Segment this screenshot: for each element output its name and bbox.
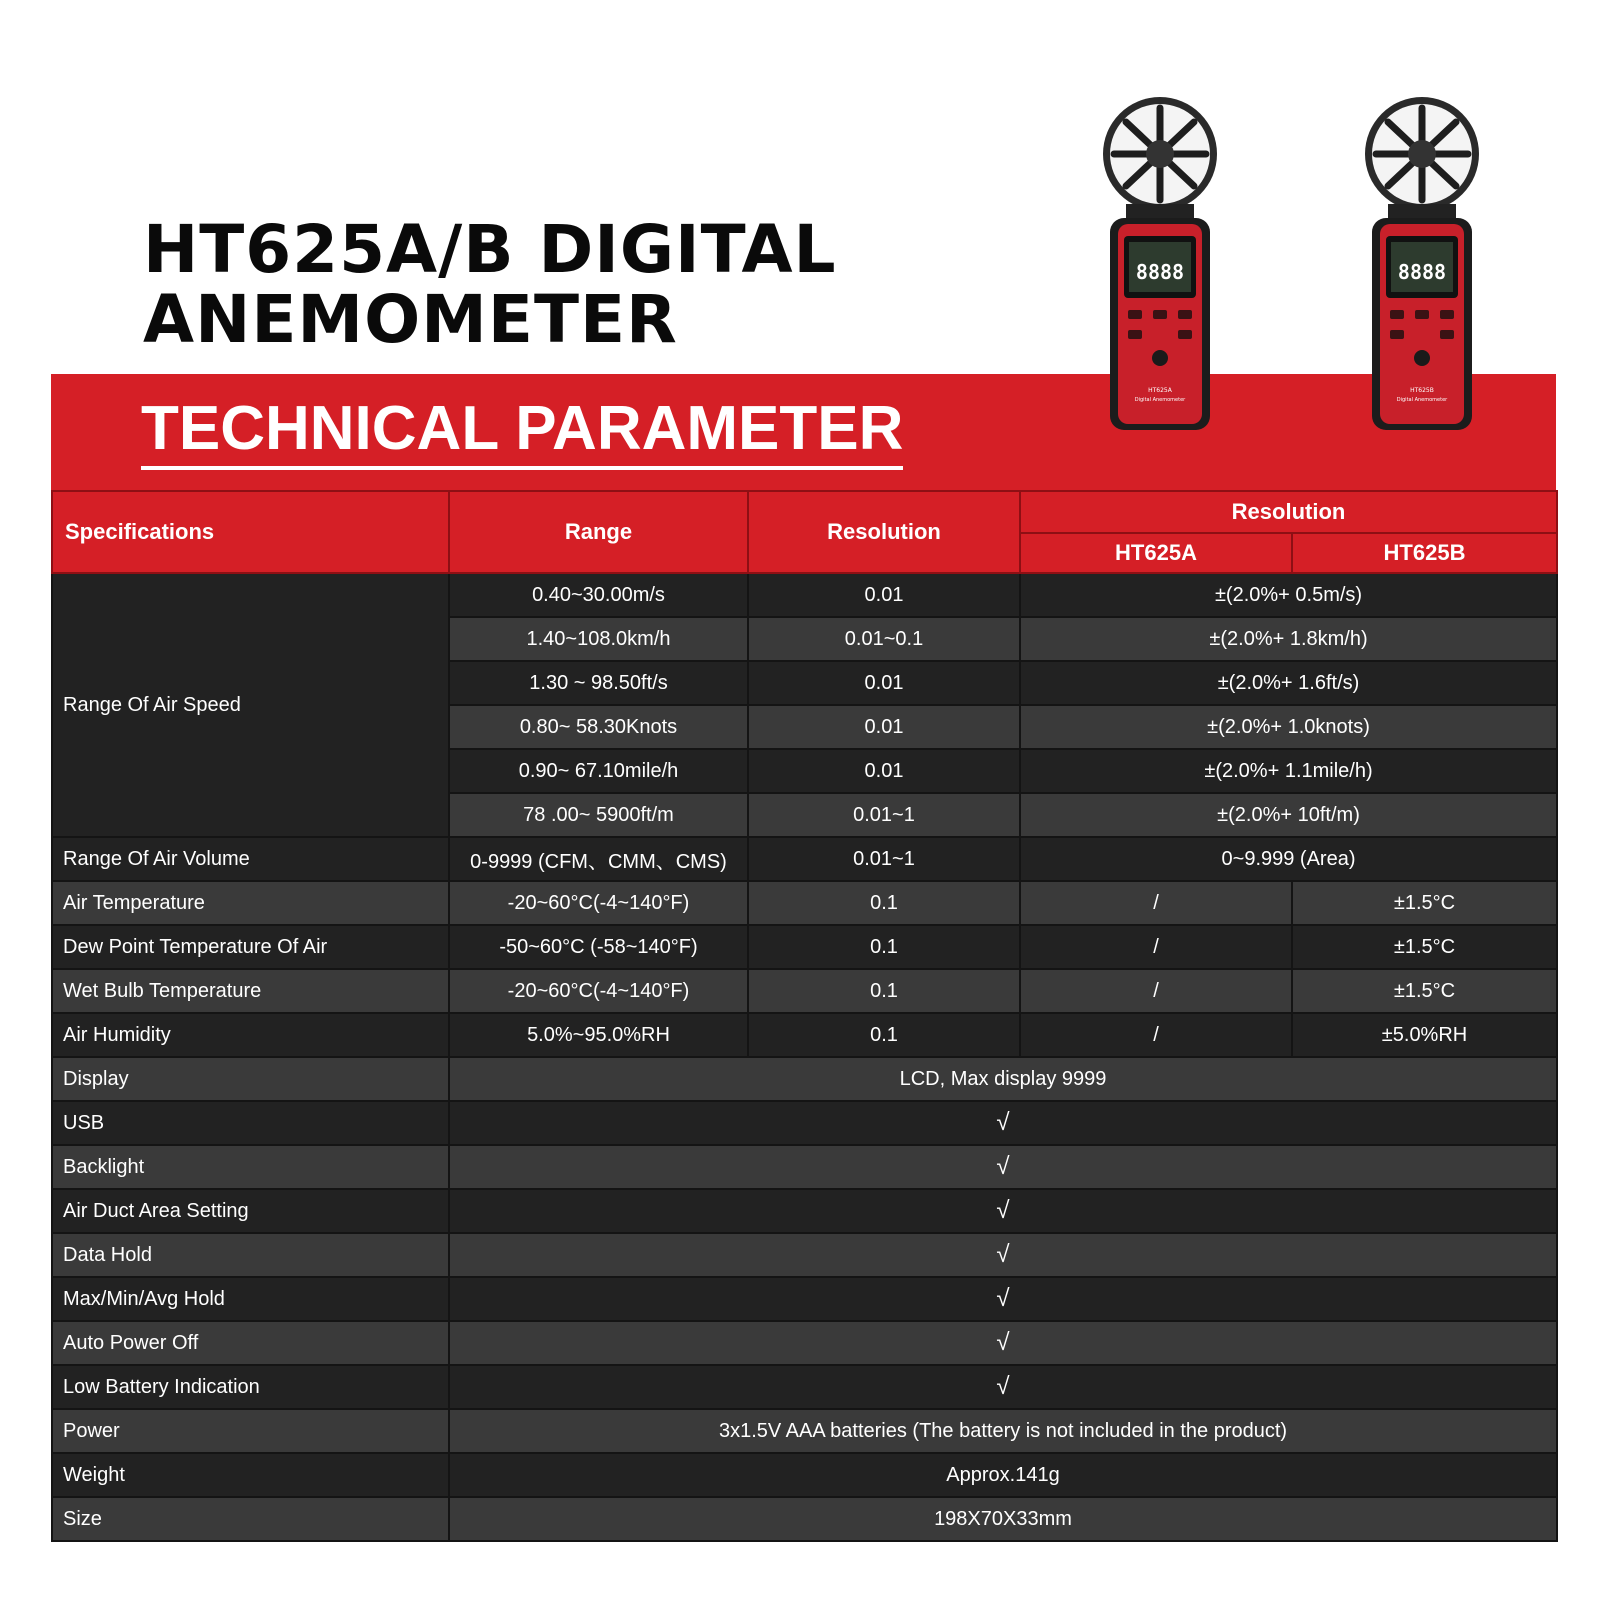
page-title <box>143 211 837 358</box>
feature-value: Approx.141g <box>449 1453 1557 1497</box>
header-ht625a: HT625A <box>1020 533 1292 573</box>
check-mark: √ <box>449 1101 1557 1145</box>
range-cell: 1.40~108.0km/h <box>449 617 748 661</box>
check-mark: √ <box>449 1145 1557 1189</box>
table-row <box>52 1453 1557 1497</box>
check-mark: √ <box>449 1277 1557 1321</box>
resolution-cell: 0.01~0.1 <box>748 617 1020 661</box>
range-cell: 5.0%~95.0%RH <box>449 1013 748 1057</box>
accuracy-cell: ±(2.0%+ 1.1mile/h) <box>1020 749 1557 793</box>
feature-value: 198X70X33mm <box>449 1497 1557 1541</box>
row-label: Range Of Air Volume <box>52 837 449 881</box>
fan-head <box>1103 97 1217 211</box>
row-label: Power <box>52 1409 449 1453</box>
row-label: Data Hold <box>52 1233 449 1277</box>
row-label: Display <box>52 1057 449 1101</box>
check-mark: √ <box>449 1189 1557 1233</box>
row-label: Air Temperature <box>52 881 449 925</box>
title-line-1: HT625A/B DIGITAL <box>143 211 837 288</box>
accuracy-cell: 0~9.999 (Area) <box>1020 837 1557 881</box>
table-row <box>52 573 1557 617</box>
range-cell: 0.40~30.00m/s <box>449 573 748 617</box>
title-line-2: ANEMOMETER <box>143 281 678 358</box>
table-header-row <box>52 491 1557 533</box>
table-row <box>52 1189 1557 1233</box>
device-a-model: HT625A <box>1148 387 1172 394</box>
check-mark: √ <box>449 1233 1557 1277</box>
accuracy-cell: ±(2.0%+ 1.0knots) <box>1020 705 1557 749</box>
row-label: Wet Bulb Temperature <box>52 969 449 1013</box>
range-cell: -20~60°C(-4~140°F) <box>449 881 748 925</box>
technical-parameter-banner <box>51 374 1556 490</box>
table-row <box>52 1101 1557 1145</box>
row-label: Low Battery Indication <box>52 1365 449 1409</box>
banner-title: TECHNICAL PARAMETER <box>141 394 903 470</box>
table-row <box>52 1233 1557 1277</box>
range-cell: 0-9999 (CFM、CMM、CMS) <box>449 837 748 881</box>
row-label: Weight <box>52 1453 449 1497</box>
row-label: Backlight <box>52 1145 449 1189</box>
table-row <box>52 837 1557 881</box>
ht625b-cell: ±1.5°C <box>1292 969 1557 1013</box>
resolution-cell: 0.01 <box>748 573 1020 617</box>
resolution-cell: 0.1 <box>748 925 1020 969</box>
ht625a-cell: / <box>1020 881 1292 925</box>
resolution-cell: 0.1 <box>748 881 1020 925</box>
accuracy-cell: ±(2.0%+ 10ft/m) <box>1020 793 1557 837</box>
table-row <box>52 1145 1557 1189</box>
accuracy-cell: ±(2.0%+ 1.8km/h) <box>1020 617 1557 661</box>
range-cell: 0.90~ 67.10mile/h <box>449 749 748 793</box>
row-label: USB <box>52 1101 449 1145</box>
header-specifications: Specifications <box>52 491 449 573</box>
anemometer-ht625b-image <box>1360 96 1485 432</box>
device-b-caption: Digital Anemometer <box>1396 397 1448 403</box>
fan-head <box>1365 97 1479 211</box>
table-row <box>52 969 1557 1013</box>
check-mark: √ <box>449 1321 1557 1365</box>
table-row <box>52 1013 1557 1057</box>
row-label: Range Of Air Speed <box>52 573 449 837</box>
range-cell: 78 .00~ 5900ft/m <box>449 793 748 837</box>
table-row <box>52 1497 1557 1541</box>
range-cell: -20~60°C(-4~140°F) <box>449 969 748 1013</box>
header-range: Range <box>449 491 748 573</box>
ht625b-cell: ±1.5°C <box>1292 925 1557 969</box>
table-row <box>52 1057 1557 1101</box>
ht625a-cell: / <box>1020 969 1292 1013</box>
header-resolution: Resolution <box>748 491 1020 573</box>
anemometer-ht625a-image <box>1098 96 1223 432</box>
accuracy-cell: ±(2.0%+ 1.6ft/s) <box>1020 661 1557 705</box>
resolution-cell: 0.1 <box>748 1013 1020 1057</box>
resolution-cell: 0.01 <box>748 705 1020 749</box>
resolution-cell: 0.01 <box>748 749 1020 793</box>
table-row <box>52 925 1557 969</box>
ht625b-cell: ±1.5°C <box>1292 881 1557 925</box>
resolution-cell: 0.01~1 <box>748 793 1020 837</box>
table-row <box>52 1409 1557 1453</box>
row-label: Max/Min/Avg Hold <box>52 1277 449 1321</box>
feature-value: 3x1.5V AAA batteries (The battery is not included in the product) <box>449 1409 1557 1453</box>
resolution-cell: 0.01 <box>748 661 1020 705</box>
range-cell: 0.80~ 58.30Knots <box>449 705 748 749</box>
table-row <box>52 1277 1557 1321</box>
ht625b-cell: ±5.0%RH <box>1292 1013 1557 1057</box>
resolution-cell: 0.01~1 <box>748 837 1020 881</box>
row-label: Dew Point Temperature Of Air <box>52 925 449 969</box>
table-row <box>52 1321 1557 1365</box>
device-b-model: HT625B <box>1410 387 1434 394</box>
ht625a-cell: / <box>1020 925 1292 969</box>
row-label: Air Duct Area Setting <box>52 1189 449 1233</box>
device-a-caption: Digital Anemometer <box>1134 397 1186 403</box>
lcd-digits: 8888 <box>1397 260 1447 284</box>
ht625a-cell: / <box>1020 1013 1292 1057</box>
check-mark: √ <box>449 1365 1557 1409</box>
feature-value: LCD, Max display 9999 <box>449 1057 1557 1101</box>
table-row <box>52 1365 1557 1409</box>
lcd-digits: 8888 <box>1135 260 1185 284</box>
range-cell: -50~60°C (-58~140°F) <box>449 925 748 969</box>
accuracy-cell: ±(2.0%+ 0.5m/s) <box>1020 573 1557 617</box>
row-label: Air Humidity <box>52 1013 449 1057</box>
row-label: Auto Power Off <box>52 1321 449 1365</box>
header-accuracy-group: Resolution <box>1020 491 1557 533</box>
spec-table <box>51 490 1558 1542</box>
range-cell: 1.30 ~ 98.50ft/s <box>449 661 748 705</box>
row-label: Size <box>52 1497 449 1541</box>
header-ht625b: HT625B <box>1292 533 1557 573</box>
resolution-cell: 0.1 <box>748 969 1020 1013</box>
table-row <box>52 881 1557 925</box>
